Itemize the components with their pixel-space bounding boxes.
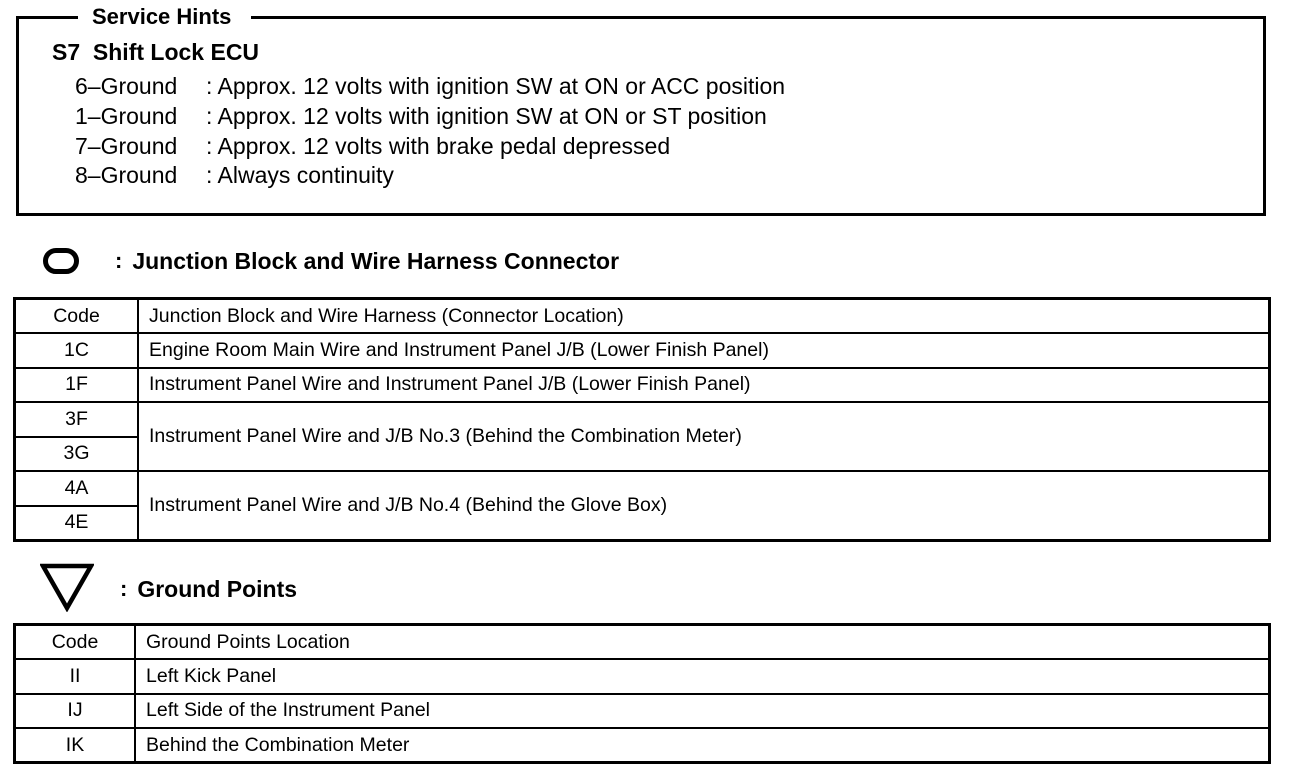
table-row [15, 368, 1270, 403]
table-row [15, 333, 1270, 368]
ground-heading: Ground Points [137, 575, 298, 602]
location-cell: Left Kick Panel [135, 659, 1270, 694]
code-cell: 1F [15, 368, 139, 403]
junction-section-header [40, 243, 619, 279]
location-header: Ground Points Location [135, 625, 1270, 660]
hint-desc: : Approx. 12 volts with ignition SW at ON or ACC position [206, 73, 786, 99]
hint-desc: : Approx. 12 volts with ignition SW at ON or ST position [206, 102, 767, 129]
table-row [15, 728, 1270, 763]
hint-desc: : Always continuity [206, 162, 394, 189]
service-hints-component: S7 Shift Lock ECU [52, 39, 260, 65]
hint-term: 1–Ground [75, 102, 178, 129]
code-header: Code [15, 299, 139, 334]
junction-table [13, 297, 1271, 542]
code-cell: 1C [15, 333, 139, 368]
table-row [15, 694, 1270, 729]
code-cell: IJ [15, 694, 136, 729]
table-header-row [15, 625, 1270, 660]
junction-heading: Junction Block and Wire Harness Connector [132, 247, 620, 274]
service-hints-legend: Service Hints [78, 4, 251, 30]
hint-desc: : Approx. 12 volts with brake pedal depressed [206, 132, 671, 159]
code-cell: 3G [15, 437, 139, 472]
location-cell: Left Side of the Instrument Panel [135, 694, 1270, 729]
location-header: Junction Block and Wire Harness (Connector Location) [138, 299, 1270, 334]
location-cell: Instrument Panel Wire and Instrument Panel J/B (Lower Finish Panel) [138, 368, 1270, 403]
ground-triangle-icon [40, 562, 94, 617]
code-cell: 3F [15, 402, 139, 437]
code-header: Code [15, 625, 136, 660]
ground-table [13, 623, 1271, 764]
code-cell: 4A [15, 471, 139, 506]
hint-item [75, 132, 785, 162]
code-cell: IK [15, 728, 136, 763]
code-cell: 4E [15, 506, 139, 541]
location-cell: Behind the Combination Meter [135, 728, 1270, 763]
table-row [15, 471, 1270, 506]
ground-section-header [40, 563, 297, 615]
ground-colon: : [120, 576, 128, 601]
hint-item [75, 72, 785, 102]
code-cell: II [15, 659, 136, 694]
location-cell: Instrument Panel Wire and J/B No.4 (Behind the Glove Box) [138, 471, 1270, 540]
table-row [15, 402, 1270, 437]
junction-colon: : [115, 248, 123, 273]
table-row [15, 659, 1270, 694]
location-cell: Engine Room Main Wire and Instrument Panel J/B (Lower Finish Panel) [138, 333, 1270, 368]
table-header-row [15, 299, 1270, 334]
hint-item [75, 161, 785, 191]
hint-term: 8–Ground [75, 162, 178, 189]
hint-term: 7–Ground [75, 132, 178, 159]
hint-item [75, 102, 785, 132]
location-cell: Instrument Panel Wire and J/B No.3 (Behind the Combination Meter) [138, 402, 1270, 471]
hint-term: 6–Ground [75, 73, 178, 99]
service-hints-list [75, 72, 785, 191]
rounded-rectangle-connector-icon [43, 248, 79, 274]
